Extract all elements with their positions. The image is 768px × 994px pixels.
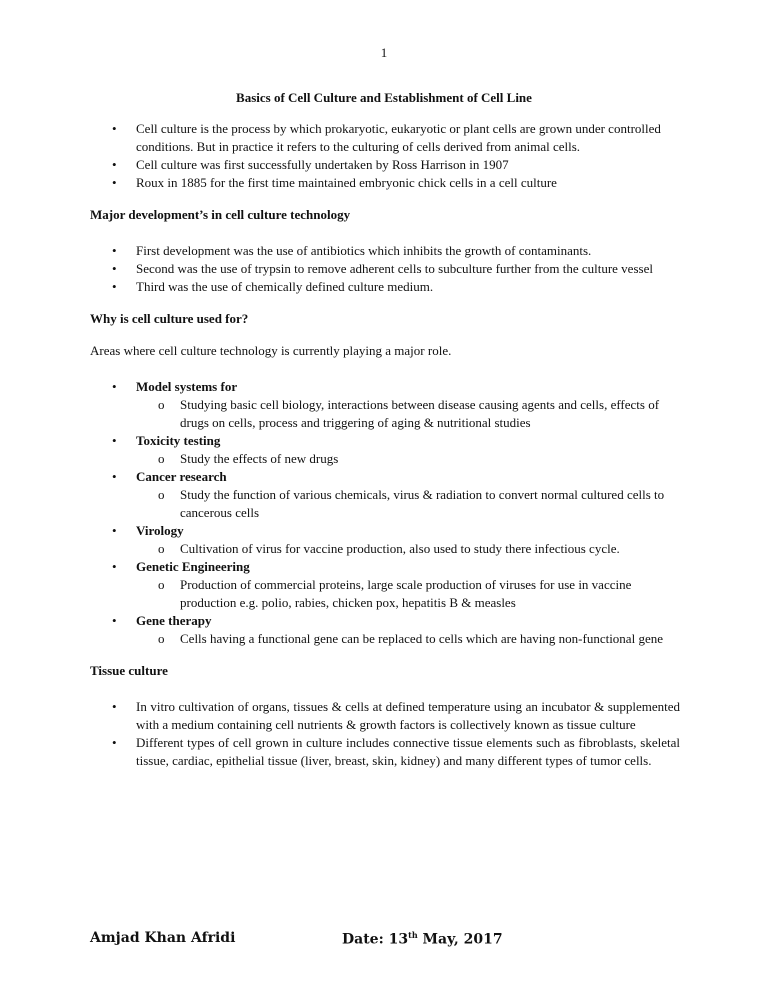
item-title: • Virology [136,523,184,538]
item-title: • Gene therapy [136,613,212,628]
sub-item: o Cells having a functional gene can be replaced to cells which are having non-functional gene [136,630,680,648]
section-heading-why-used: Why is cell culture used for? [90,311,249,326]
sub-item: o Study the effects of new drugs [136,450,680,468]
list-item: • In vitro cultivation of organs, tissues & cells at defined temperature using an incubator & supplemented with a medium containing cell nutrients & growth factors is collectively known as tissue culture [90,698,680,734]
document-body [90,120,680,770]
section-heading-major-developments: Major development’s in cell culture technology [90,207,351,222]
list-item [90,522,680,558]
list-item [90,378,680,432]
author-name: Amjad Khan Afridi [90,930,236,946]
list-item [90,468,680,522]
list-item: • First development was the use of antibiotics which inhibits the growth of contaminants. [90,242,680,260]
why-used-intro: Areas where cell culture technology is currently playing a major role. [90,343,452,358]
list-item [90,432,680,468]
intro-item: • Cell culture is the process by which prokaryotic, eukaryotic or plant cells are grown under controlled conditions. But in practice it refers to the culturing of cells derived from animal cells. [90,120,680,156]
list-item [90,612,680,648]
sub-item: o Cultivation of virus for vaccine production, also used to study there infectious cycle. [136,540,680,558]
page-footer [90,930,680,946]
major-developments-list [90,242,680,296]
item-title: • Toxicity testing [136,433,221,448]
intro-list [90,120,680,192]
list-item: • Third was the use of chemically defined culture medium. [90,278,680,296]
list-item: • Second was the use of trypsin to remove adherent cells to subculture further from the culture vessel [90,260,680,278]
tissue-culture-list [90,698,680,770]
footer-date: Date: 13th May, 2017 [342,930,503,948]
item-title: • Cancer research [136,469,227,484]
intro-item: • Roux in 1885 for the first time maintained embryonic chick cells in a cell culture [90,174,680,192]
sub-item: o Study the function of various chemicals, virus & radiation to convert normal cultured cells to cancerous cells [136,486,680,522]
list-item [90,558,680,612]
applications-list [90,378,680,648]
intro-item: • Cell culture was first successfully undertaken by Ross Harrison in 1907 [90,156,680,174]
section-heading-tissue-culture: Tissue culture [90,663,168,678]
document-title: Basics of Cell Culture and Establishment of Cell Line [236,90,532,105]
sub-item: o Production of commercial proteins, large scale production of viruses for use in vaccine production e.g. polio, rabies, chicken pox, hepatitis B & measles [136,576,680,612]
item-title: • Model systems for [136,379,238,394]
sub-item: o Studying basic cell biology, interactions between disease causing agents and cells, effects of drugs on cells, process and triggering of aging & nutritional studies [136,396,680,432]
item-title: • Genetic Engineering [136,559,250,574]
list-item: • Different types of cell grown in culture includes connective tissue elements such as fibroblasts, skeletal tissue, cardiac, epithelial tissue (liver, breast, skin, kidney) and many different types of tumor cells. [90,734,680,770]
page-number: 1 [380,45,388,60]
